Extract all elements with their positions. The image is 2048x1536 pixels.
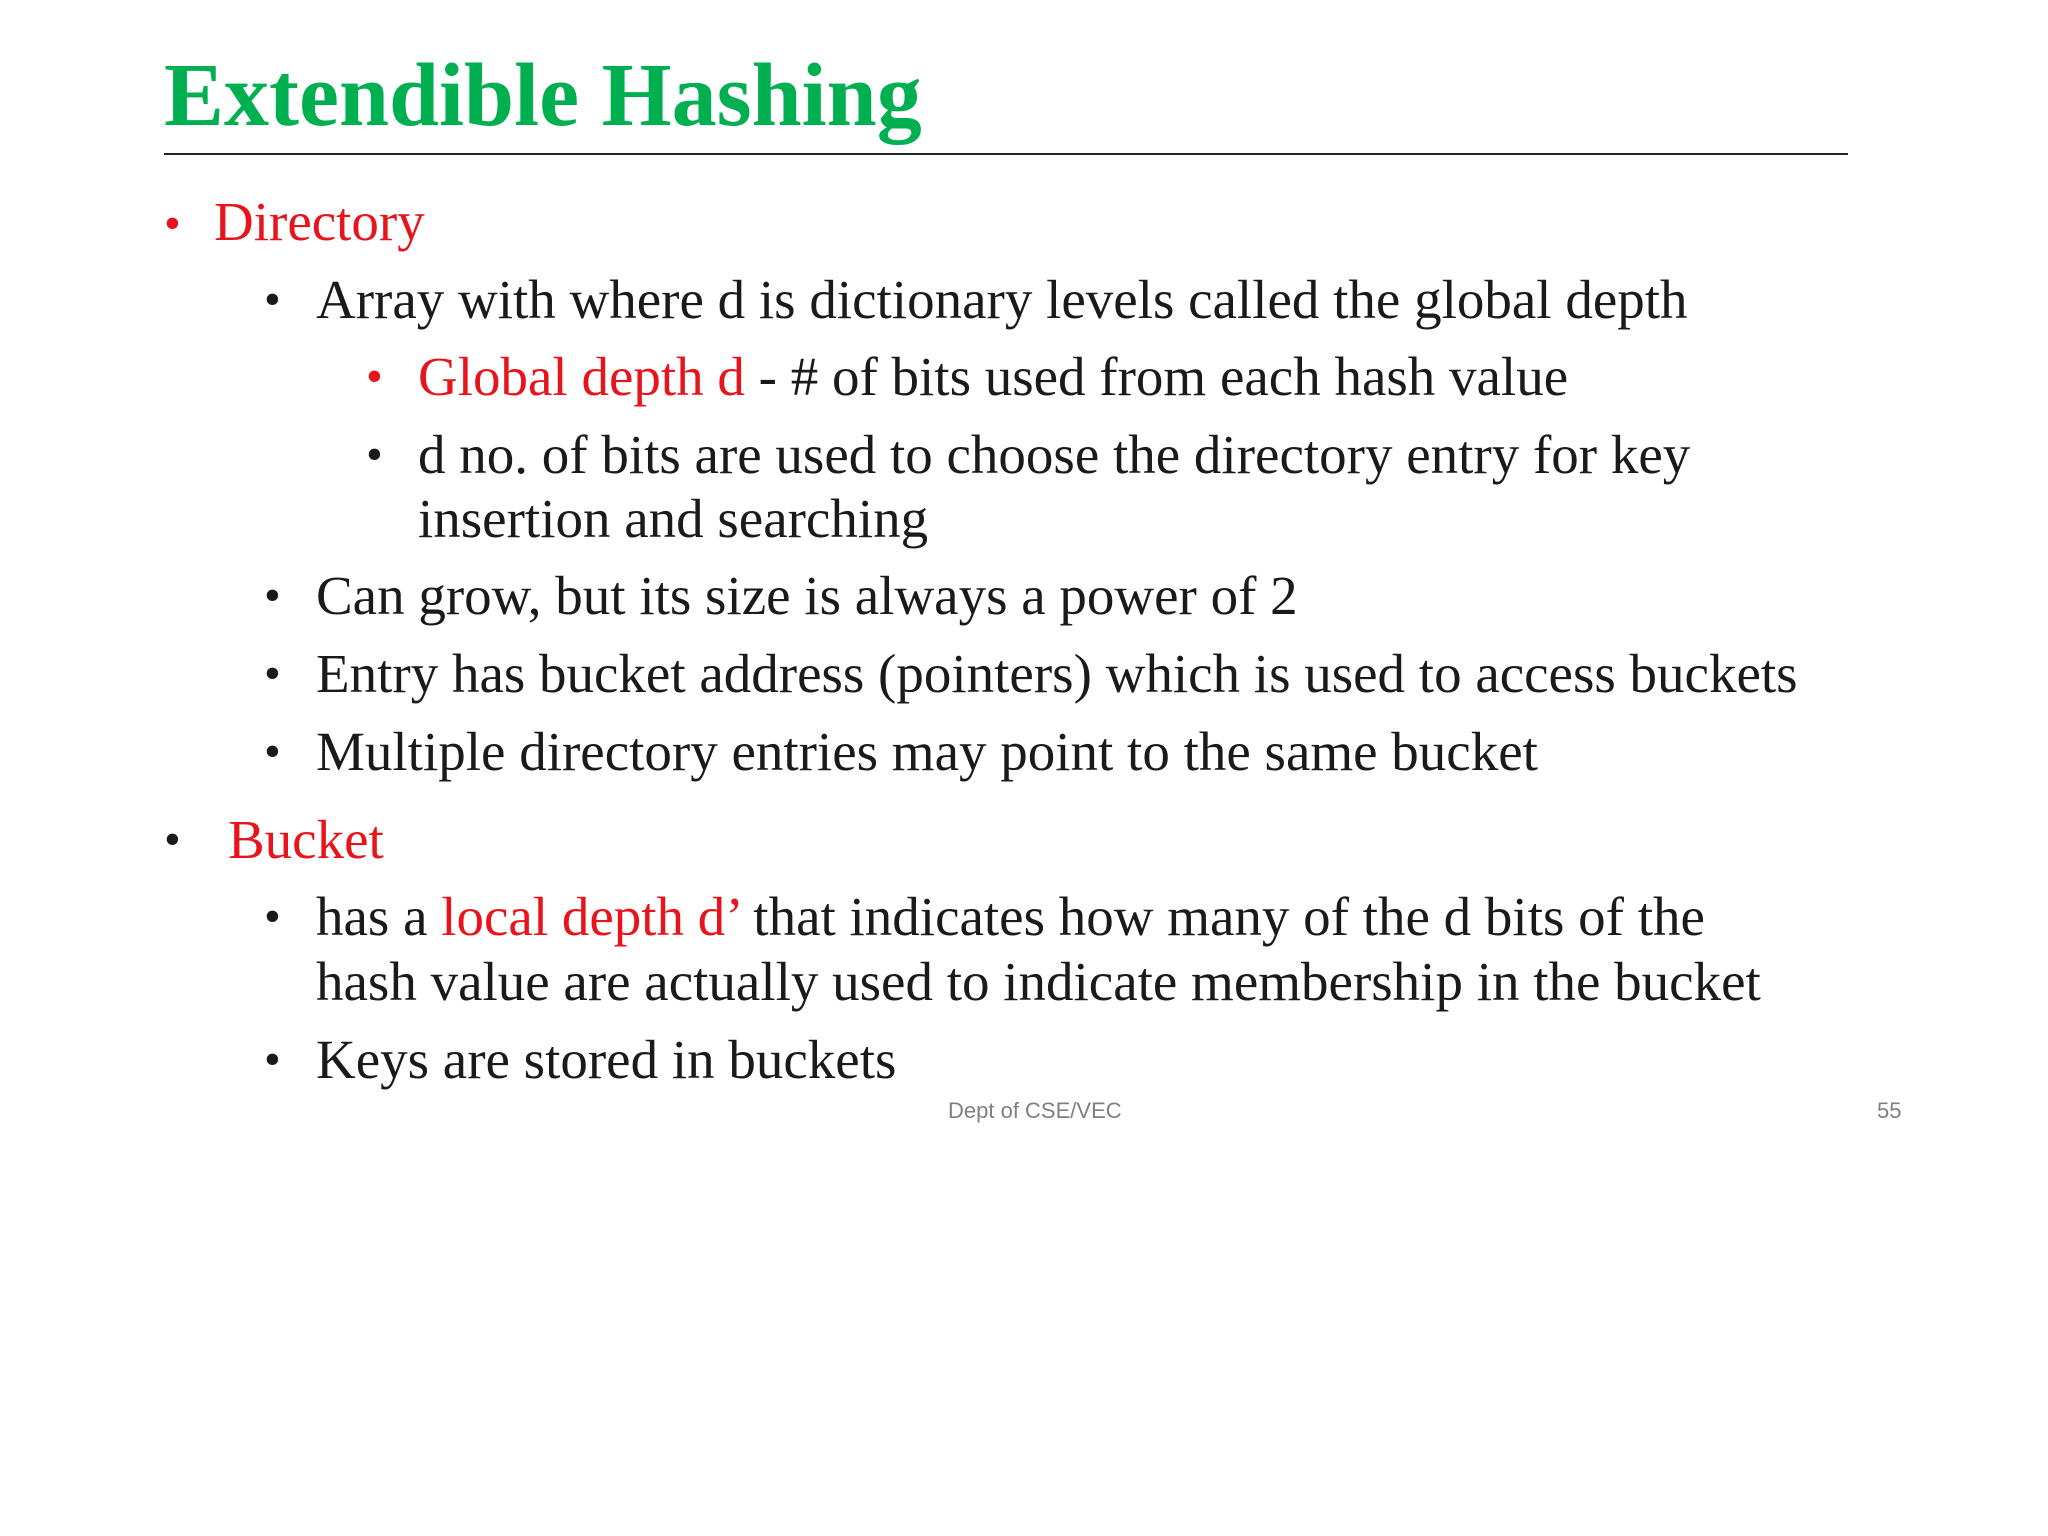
text-local-depth-line2: hash value are actually used to indicate membership in the bucket [316,951,1761,1012]
text-global-depth-rest: - # of bits used from each hash value [744,346,1569,407]
text-local-depth-line1 [316,885,1705,949]
text-d-bits-line2: insertion and searching [418,488,929,549]
bullet-keys: • [264,1033,281,1086]
bullet-bucket: • [164,813,181,866]
text-global-depth-emphasis: Global depth d [418,346,745,407]
bullet-global-depth: • [366,350,383,403]
text-global-depth-line [418,345,1568,409]
bullet-local-depth: • [264,890,281,943]
footer-dept: Dept of CSE/VEC [948,1098,1122,1123]
footer-page-number: 55 [1877,1098,1902,1123]
text-can-grow: Can grow, but its size is always a power of 2 [316,565,1298,626]
slide-title: Extendible Hashing [164,46,922,145]
text-d-bits-line1: d no. of bits are used to choose the directory entry for key [418,424,1691,485]
bullet-directory: • [164,197,181,250]
text-entry-bucket-address: Entry has bucket address (pointers) which is used to access buckets [316,643,1798,704]
heading-bucket: Bucket [228,809,384,870]
text-local-depth-post: that indicates how many of the d bits of the [739,886,1705,947]
heading-directory: Directory [214,191,425,252]
text-multiple-entries: Multiple directory entries may point to the same bucket [316,721,1538,782]
text-local-depth-pre: has a [316,886,442,947]
text-local-depth-emphasis: local depth d’ [441,886,740,947]
text-array-global-depth: Array with where d is dictionary levels called the global depth [316,269,1688,330]
bullet-d-bits: • [366,428,383,481]
bullet-can-grow: • [264,569,281,622]
bullet-multiple: • [264,725,281,778]
bullet-array: • [264,273,281,326]
bullet-entry: • [264,647,281,700]
title-underline [164,153,1848,155]
text-keys-stored: Keys are stored in buckets [316,1029,897,1090]
